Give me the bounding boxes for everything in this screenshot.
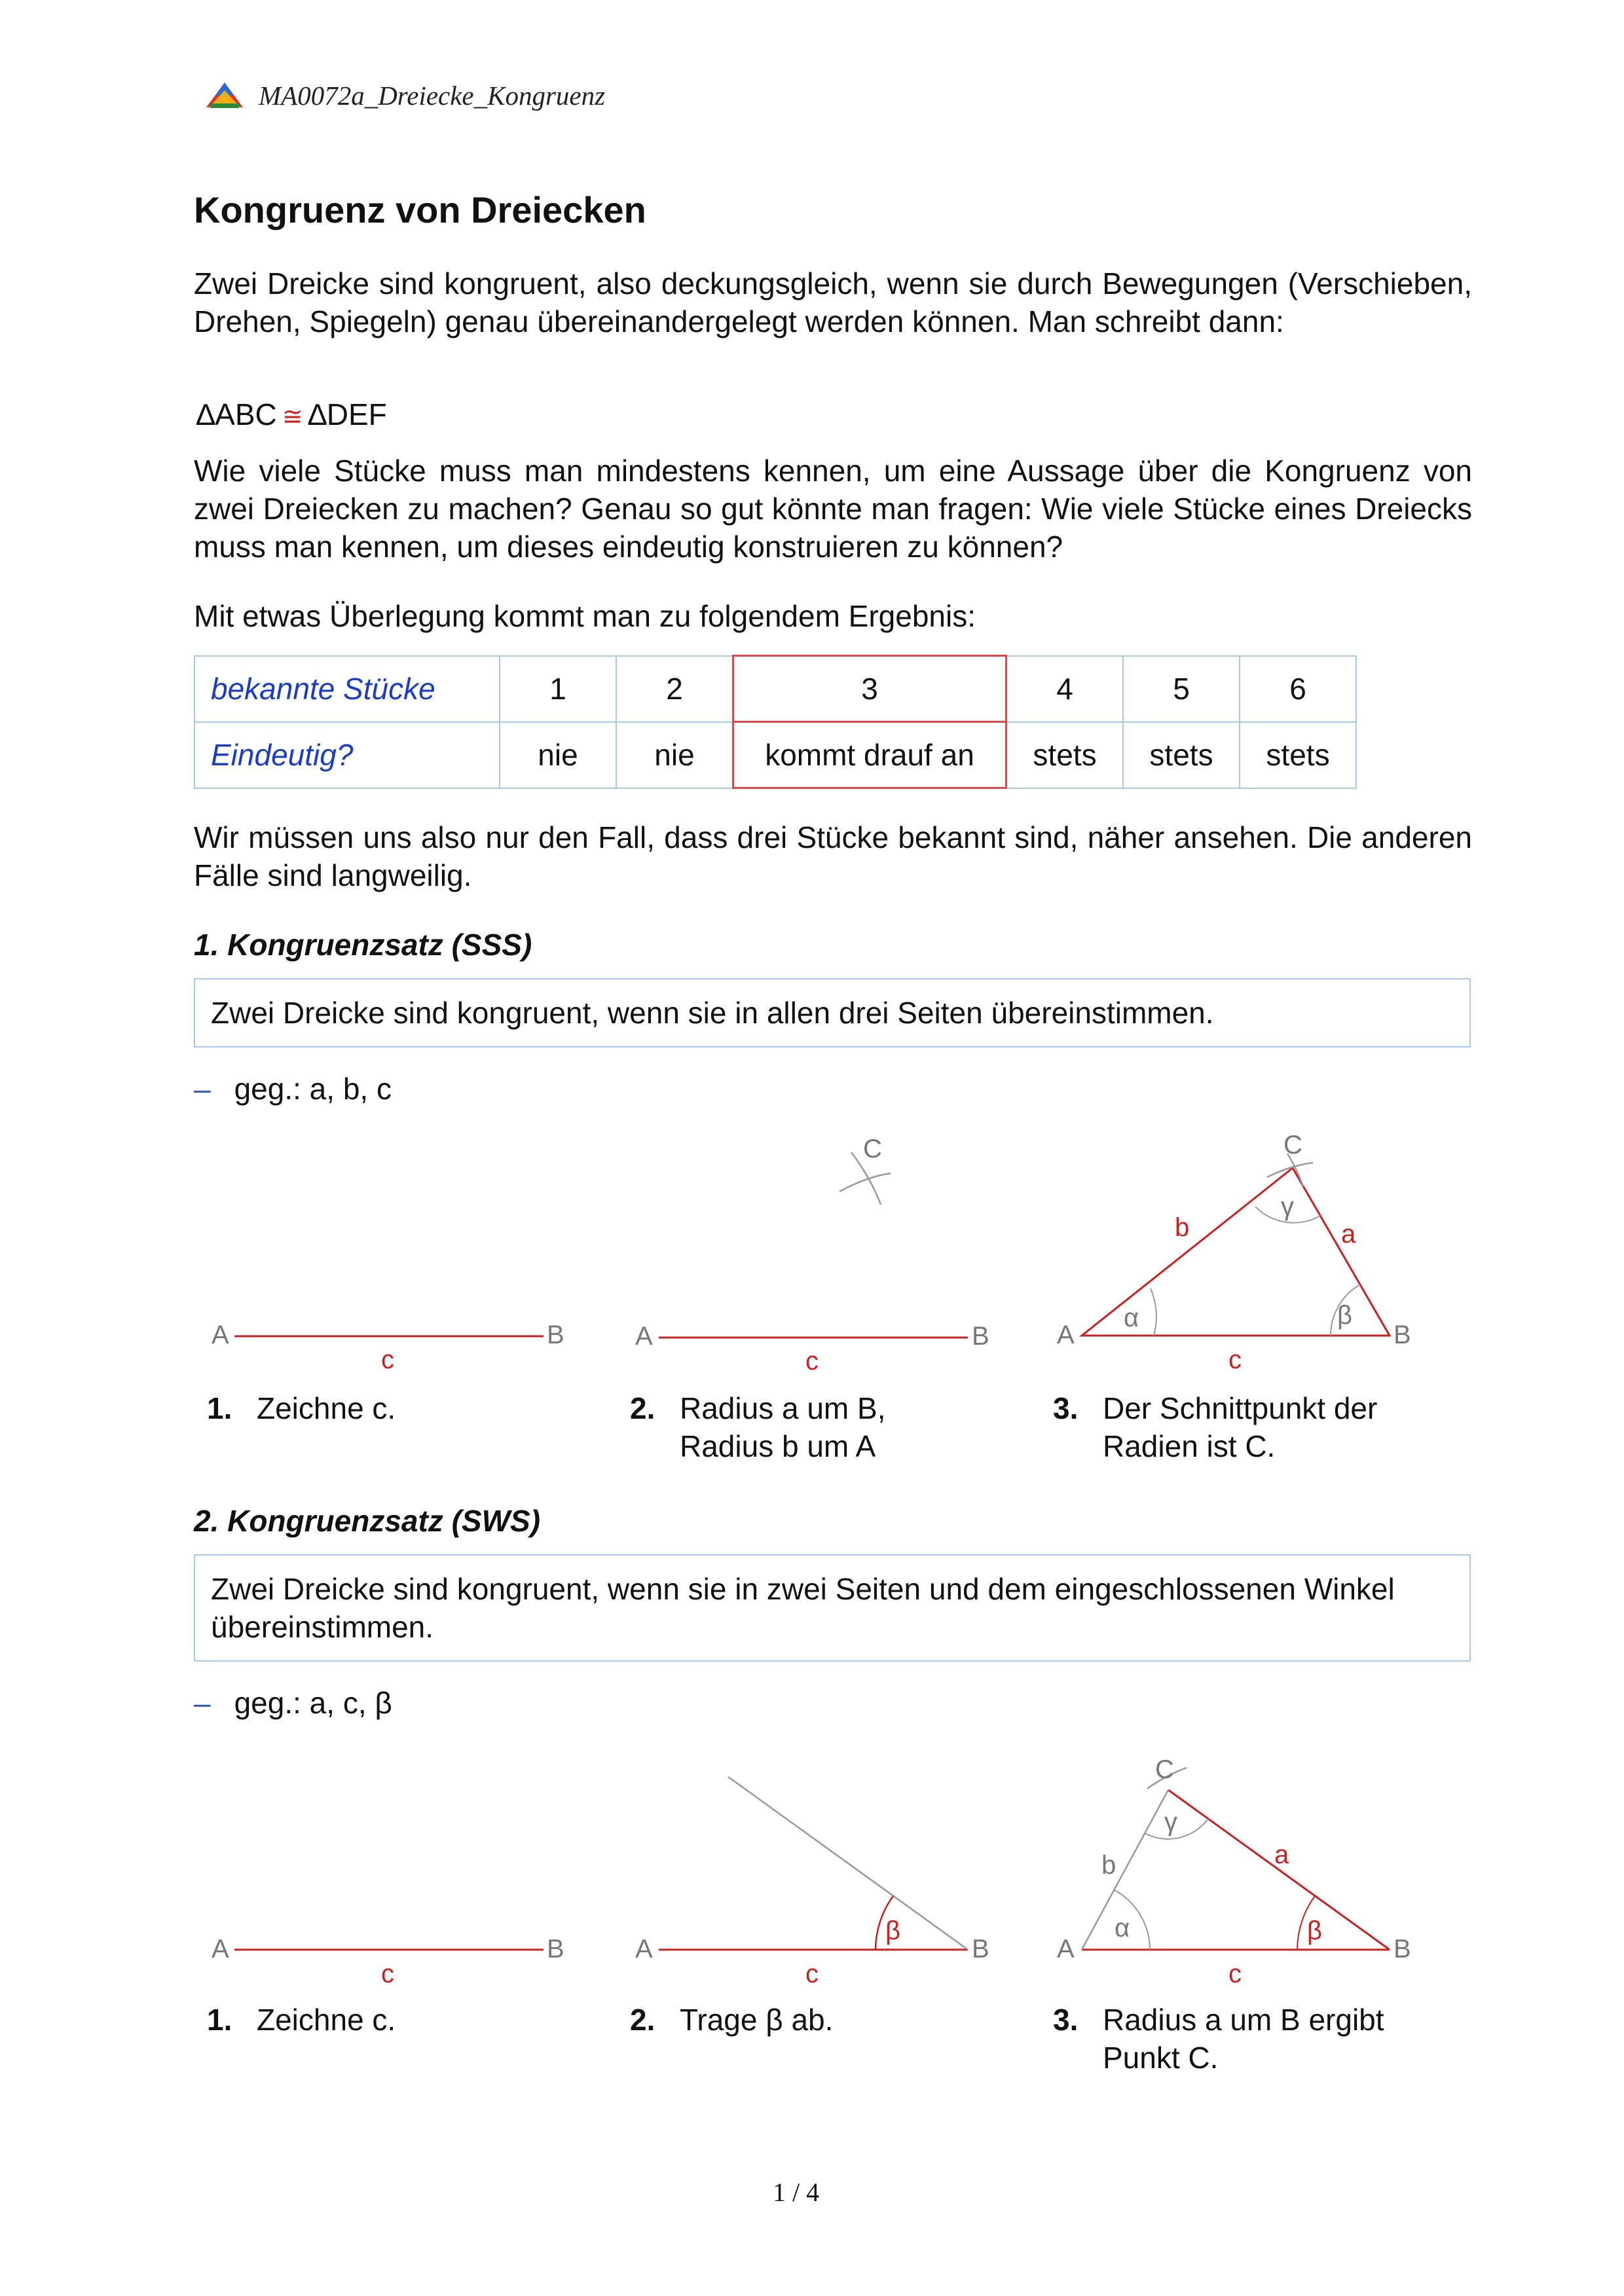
pieces-table — [194, 655, 1357, 789]
sws-step-1 — [207, 2001, 574, 2039]
table-cell: 4 — [1006, 656, 1124, 722]
point-label-a: A — [212, 1935, 229, 1963]
intro-paragraph: Zwei Dreicke sind kongruent, also deckungsgleich, wenn sie durch Bewegungen (Verschieben, Drehen, Spiegeln) genau übereinandergelegt werden können. Man schreibt dann: — [194, 266, 1472, 338]
point-label-c: C — [1155, 1755, 1174, 1784]
row-label-known-pieces: bekannte Stücke — [194, 656, 500, 722]
table-cell: 5 — [1123, 656, 1240, 722]
step-number: 1. — [207, 1391, 232, 1425]
angle-label-beta: β — [885, 1916, 901, 1945]
step-number: 3. — [1053, 1391, 1079, 1425]
table-row — [194, 656, 1356, 722]
sws-step-3 — [1053, 2001, 1472, 2077]
step-text: Zeichne c. — [257, 2003, 396, 2037]
sss-figure-1 — [212, 1321, 564, 1374]
side-label-b: b — [1101, 1851, 1116, 1880]
logo-icon — [205, 81, 244, 110]
sss-statement: Zwei Dreicke sind kongruent, wenn sie in allen drei Seiten übereinstimmen. — [211, 996, 1214, 1030]
after-table-paragraph: Wir müssen uns also nur den Fall, dass drei Stücke bekannt sind, näher ansehen. Die anderen Fälle sind langweilig. — [194, 820, 1472, 892]
list-dash: – — [194, 1686, 211, 1720]
point-label-c: C — [863, 1135, 882, 1163]
table-cell: nie — [616, 722, 733, 788]
table-cell-highlight: kommt drauf an — [733, 722, 1006, 788]
sss-step-3 — [1053, 1389, 1472, 1465]
step-text-line2: Radien ist C. — [1103, 1429, 1276, 1463]
angle-label-gamma: γ — [1164, 1808, 1177, 1836]
point-label-a: A — [1057, 1935, 1075, 1963]
question-paragraph: Wie viele Stücke muss man mindestens kennen, um eine Aussage über die Kongruenz von zwei Dreiecken zu machen? Genau so gut könnte man fragen: Wie viele Stücke eines Dreiecks muss man kennen, um dieses eindeutig konstruieren zu können? — [194, 454, 1472, 564]
side-label-b: b — [1175, 1213, 1190, 1242]
table-cell: 2 — [616, 656, 733, 722]
point-label-b: B — [972, 1322, 989, 1351]
angle-arc-alpha — [1151, 1288, 1156, 1336]
table-cell: stets — [1240, 722, 1356, 788]
table-cell-highlight: 3 — [733, 656, 1006, 722]
step-text: Trage β ab. — [680, 2003, 834, 2037]
point-label-b: B — [1393, 1935, 1411, 1963]
sws-statement-box — [194, 1554, 1471, 1662]
point-label-a: A — [1057, 1321, 1075, 1349]
sws-figure-3 — [1057, 1755, 1411, 1988]
angle-label-beta: β — [1337, 1301, 1353, 1330]
step-text: Der Schnittpunkt der — [1103, 1391, 1378, 1425]
sss-step-2 — [630, 1389, 1010, 1465]
step-text: Radius a um B ergibt — [1103, 2003, 1384, 2037]
angle-label-alpha: α — [1124, 1303, 1139, 1332]
point-label-c: C — [1283, 1131, 1302, 1159]
row-label-unique: Eindeutig? — [194, 722, 500, 788]
point-label-a: A — [635, 1322, 653, 1351]
arc-radius-a — [840, 1173, 891, 1192]
sws-construction-figure — [0, 1728, 1624, 2016]
page-number: 1 / 4 — [773, 2178, 820, 2207]
point-label-b: B — [547, 1321, 564, 1349]
sss-given — [194, 1071, 392, 1106]
sws-step-2 — [630, 2001, 1010, 2039]
point-label-b: B — [547, 1935, 564, 1963]
sss-figure-2 — [635, 1135, 989, 1376]
side-label-c: c — [805, 1347, 819, 1376]
page-title: Kongruenz von Dreiecken — [194, 189, 646, 230]
table-cell: 6 — [1240, 656, 1356, 722]
side-label-c: c — [381, 1959, 394, 1988]
angle-label-beta: β — [1307, 1916, 1323, 1945]
step-number: 3. — [1053, 2003, 1079, 2037]
point-label-a: A — [212, 1321, 229, 1349]
point-label-b: B — [972, 1935, 989, 1963]
table-cell: stets — [1123, 722, 1240, 788]
sws-given — [194, 1685, 392, 1721]
sss-heading: 1. Kongruenzsatz (SSS) — [194, 928, 532, 962]
side-label-c: c — [381, 1345, 394, 1374]
result-intro: Mit etwas Überlegung kommt man zu folgendem Ergebnis: — [194, 599, 976, 633]
table-cell: 1 — [500, 656, 616, 722]
step-text: Zeichne c. — [257, 1391, 396, 1425]
formula-left: ∆ABC — [196, 397, 277, 431]
point-label-a: A — [635, 1935, 653, 1963]
page-header — [205, 77, 605, 114]
side-label-a: a — [1274, 1840, 1289, 1869]
congruence-formula — [196, 397, 387, 432]
side-label-c: c — [1228, 1959, 1242, 1988]
sws-heading: 2. Kongruenzsatz (SWS) — [194, 1504, 541, 1538]
step-text-line2: Radius b um A — [680, 1429, 876, 1463]
segment-a — [1168, 1790, 1390, 1950]
step-number: 1. — [207, 2003, 232, 2037]
side-label-a: a — [1341, 1220, 1356, 1248]
table-cell: stets — [1006, 722, 1124, 788]
document-filename: MA0072a_Dreiecke_Kongruenz — [259, 81, 606, 111]
sws-figure-1 — [212, 1935, 564, 1988]
sss-step-1 — [207, 1389, 574, 1427]
formula-right: ∆DEF — [308, 397, 387, 431]
side-label-c: c — [1228, 1345, 1242, 1374]
sss-construction-figure — [0, 1113, 1624, 1408]
sss-statement-box — [194, 978, 1471, 1048]
sss-given-text: geg.: a, b, c — [234, 1072, 392, 1106]
step-number: 2. — [630, 2003, 655, 2037]
angle-label-gamma: γ — [1281, 1192, 1294, 1221]
step-number: 2. — [630, 1391, 655, 1425]
sws-statement: Zwei Dreicke sind kongruent, wenn sie in zwei Seiten und dem eingeschlossenen Winkel übereinstimmen. — [211, 1572, 1395, 1644]
angle-ray — [728, 1777, 968, 1950]
sss-figure-3 — [1057, 1131, 1411, 1374]
side-label-c: c — [805, 1959, 819, 1988]
step-text-line2: Punkt C. — [1103, 2041, 1219, 2075]
sws-given-text: geg.: a, c, β — [234, 1686, 392, 1720]
list-dash: – — [194, 1072, 211, 1106]
step-text: Radius a um B, — [680, 1391, 886, 1425]
congruence-symbol: ≅ — [282, 403, 303, 431]
table-cell: nie — [500, 722, 616, 788]
point-label-b: B — [1393, 1321, 1411, 1349]
table-row — [194, 722, 1356, 788]
sws-figure-2 — [635, 1777, 989, 1988]
angle-label-alpha: α — [1115, 1914, 1130, 1942]
